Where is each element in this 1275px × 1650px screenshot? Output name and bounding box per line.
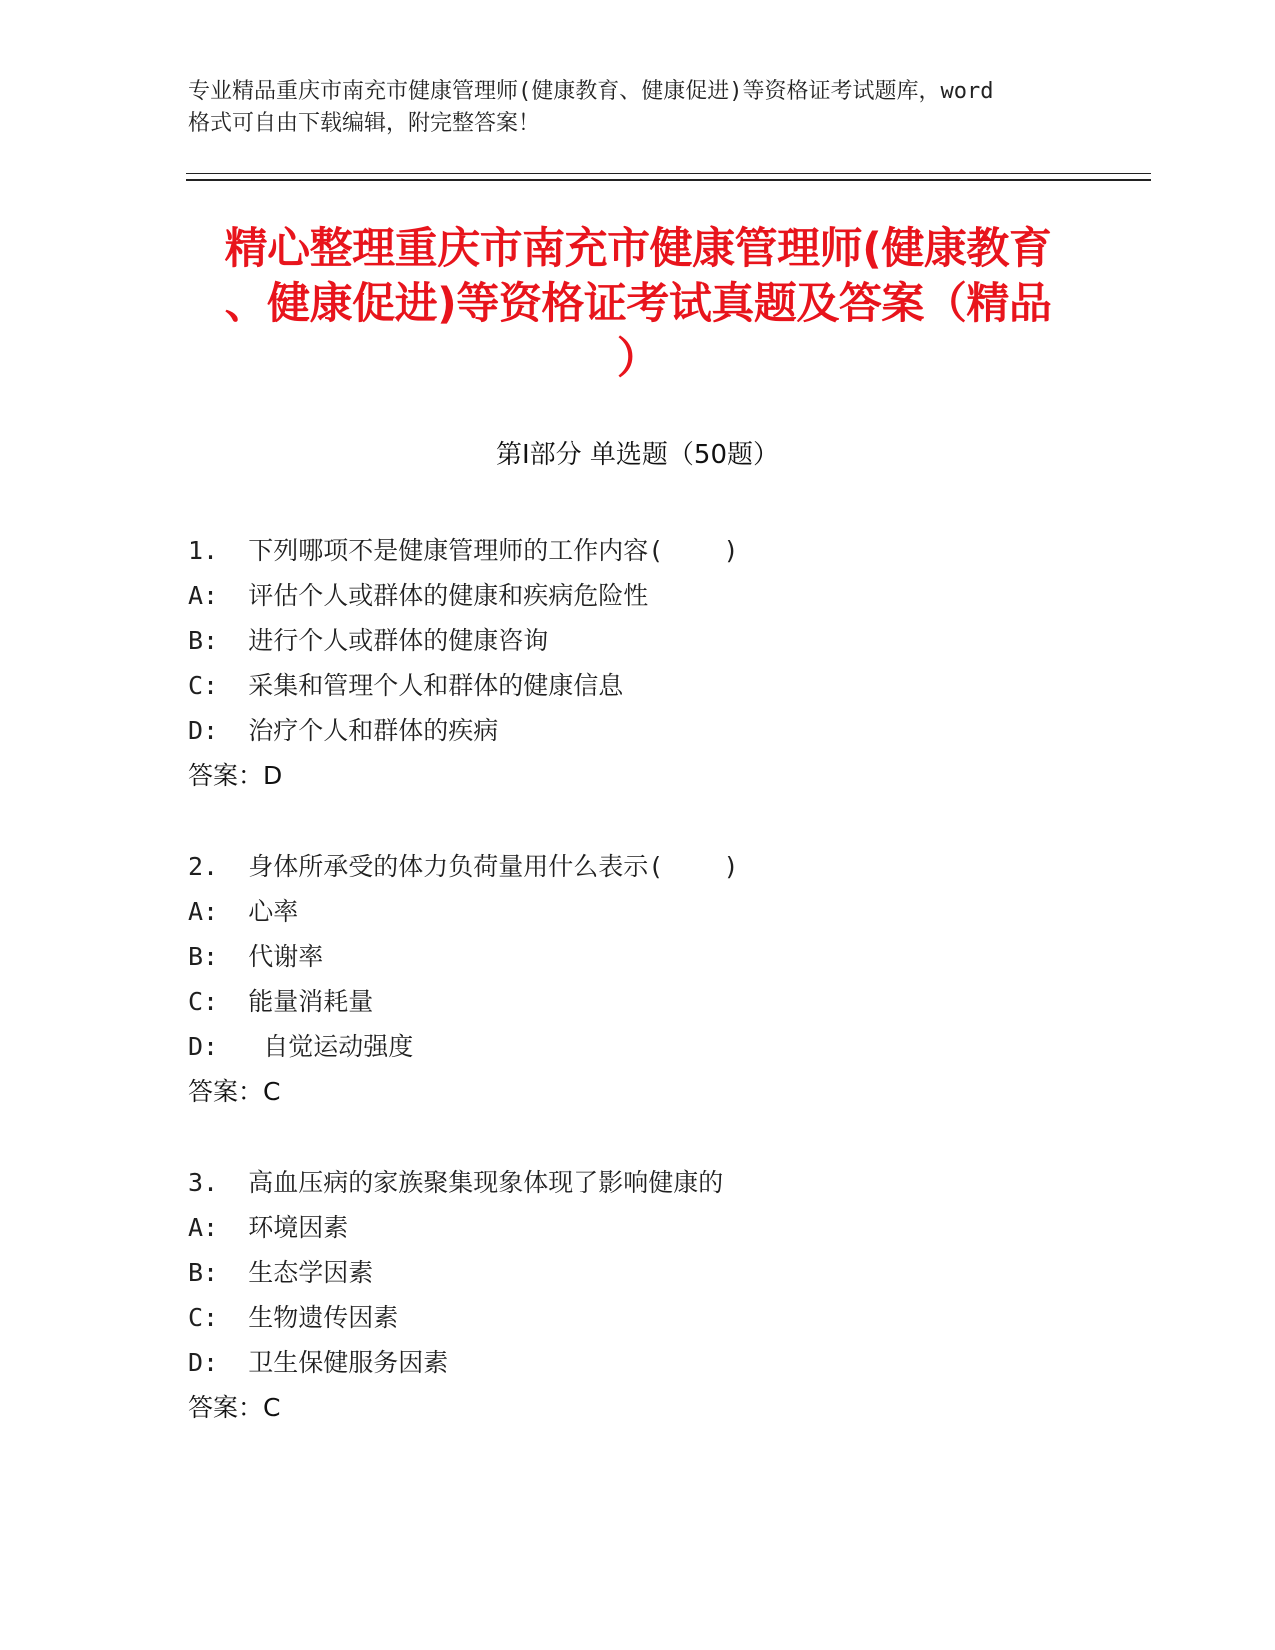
option-a: A: 环境因素 bbox=[188, 1213, 349, 1242]
answer: 答案：D bbox=[188, 761, 283, 790]
option-a: A: 心率 bbox=[188, 897, 299, 926]
question-list bbox=[188, 528, 1088, 1476]
document-title bbox=[188, 222, 1088, 387]
answer: 答案：C bbox=[188, 1077, 281, 1106]
option-b: B: 进行个人或群体的健康咨询 bbox=[188, 626, 549, 655]
question-3 bbox=[188, 1160, 1088, 1430]
option-d: D: 治疗个人和群体的疾病 bbox=[188, 716, 499, 745]
question-stem: 1. 下列哪项不是健康管理师的工作内容( ) bbox=[188, 536, 739, 565]
option-c: C: 生物遗传因素 bbox=[188, 1303, 399, 1332]
question-1 bbox=[188, 528, 1088, 798]
header-note-line-1: 专业精品重庆市南充市健康管理师(健康教育、健康促进)等资格证考试题库，word bbox=[188, 79, 994, 104]
answer: 答案：C bbox=[188, 1393, 281, 1422]
document-title-line-2: 、健康促进)等资格证考试真题及答案（精品 bbox=[224, 279, 1052, 329]
option-c: C: 能量消耗量 bbox=[188, 987, 374, 1016]
option-a: A: 评估个人或群体的健康和疾病危险性 bbox=[188, 581, 649, 610]
document-title-line-1: 精心整理重庆市南充市健康管理师(健康教育 bbox=[224, 224, 1052, 274]
document-title-line-3: ） bbox=[616, 334, 660, 384]
option-d: D: 卫生保健服务因素 bbox=[188, 1348, 449, 1377]
option-b: B: 代谢率 bbox=[188, 942, 324, 971]
section-heading: 第Ⅰ部分 单选题（50题） bbox=[495, 440, 780, 470]
question-stem: 2. 身体所承受的体力负荷量用什么表示( ) bbox=[188, 852, 739, 881]
header-note-line-2: 格式可自由下载编辑，附完整答案！ bbox=[188, 111, 541, 136]
header-note bbox=[188, 76, 1088, 140]
question-2 bbox=[188, 844, 1088, 1114]
header-divider-thick bbox=[186, 179, 1151, 181]
option-c: C: 采集和管理个人和群体的健康信息 bbox=[188, 671, 624, 700]
question-stem: 3. 高血压病的家族聚集现象体现了影响健康的 bbox=[188, 1168, 724, 1197]
option-b: B: 生态学因素 bbox=[188, 1258, 374, 1287]
header-divider-thin bbox=[186, 173, 1151, 174]
option-d: D: 自觉运动强度 bbox=[188, 1032, 414, 1061]
